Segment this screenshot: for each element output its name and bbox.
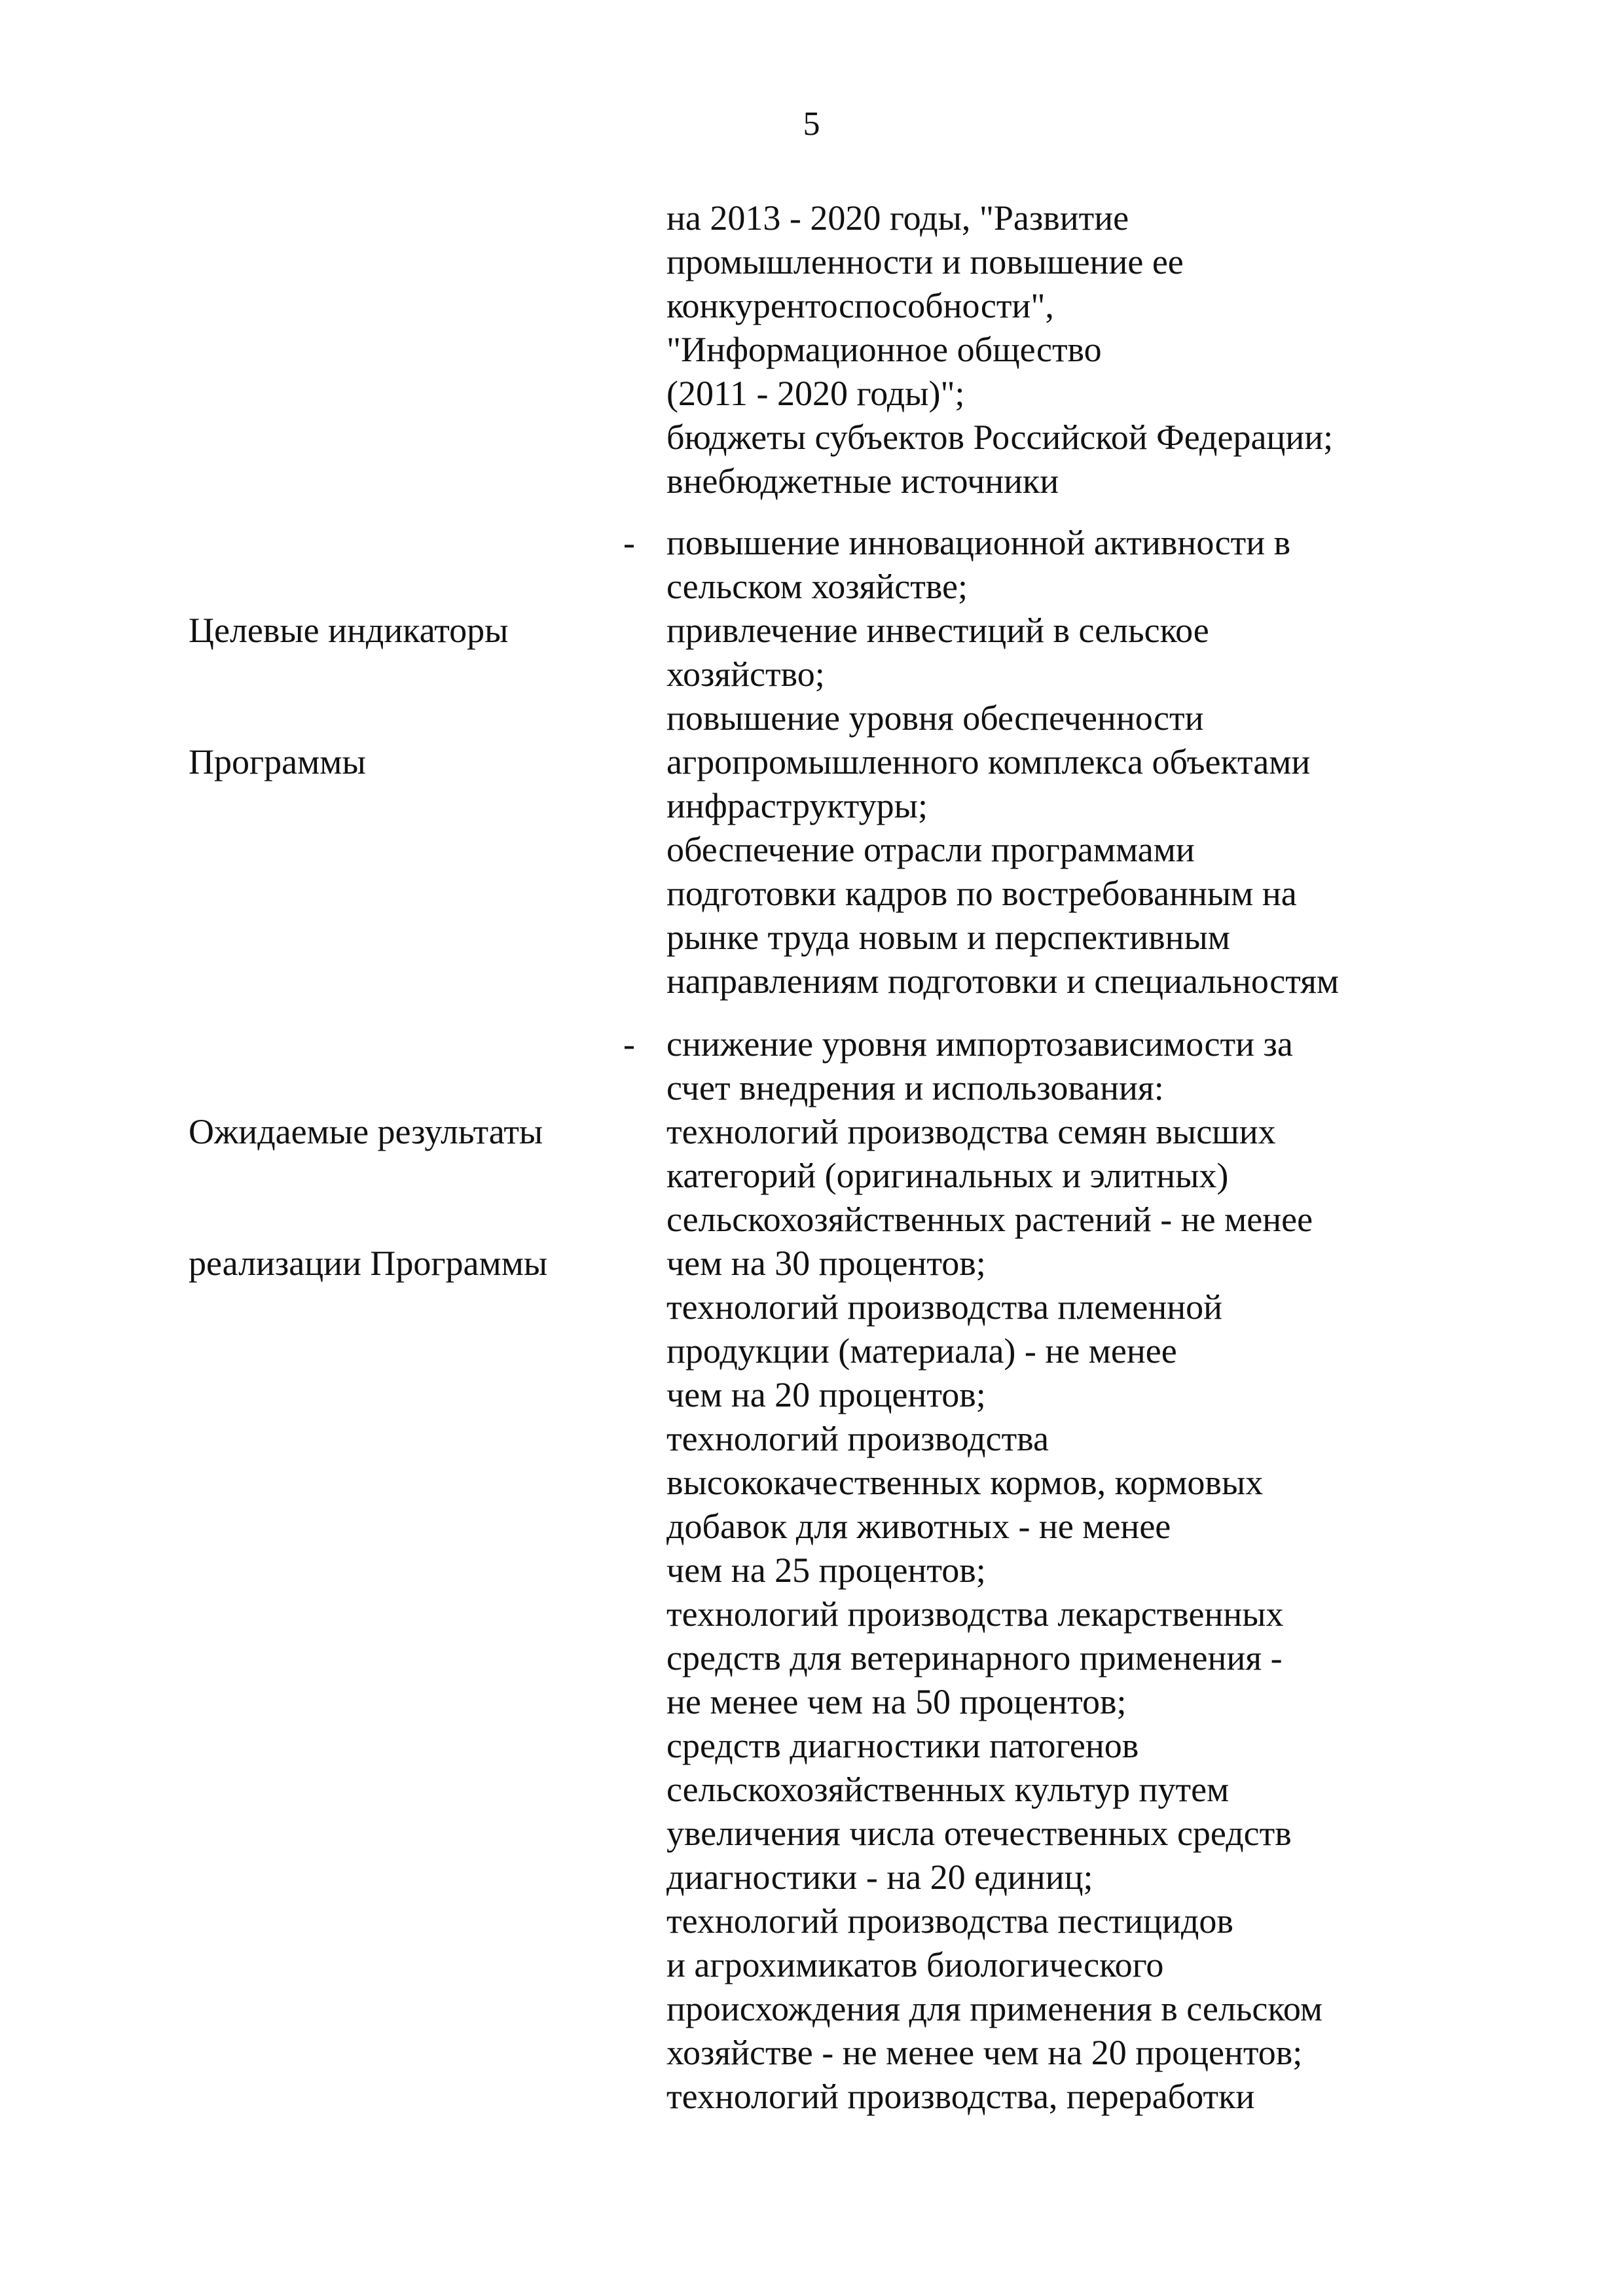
separator-dash: - xyxy=(623,523,635,562)
label-line: Целевые индикаторы xyxy=(189,611,509,650)
text-line: инфраструктуры; xyxy=(666,786,928,825)
section-text xyxy=(666,1022,1439,2119)
label-line: Программы xyxy=(189,742,366,781)
text-line: счет внедрения и использования: xyxy=(666,1068,1164,1107)
text-line: средств для ветеринарного применения - xyxy=(666,1638,1283,1677)
text-line: повышение инновационной активности в xyxy=(666,523,1291,562)
section-label xyxy=(189,521,608,872)
text-line: чем на 25 процентов; xyxy=(666,1551,986,1590)
text-line: хозяйстве - не менее чем на 20 процентов; xyxy=(666,2033,1303,2072)
text-line: привлечение инвестиций в сельское xyxy=(666,611,1209,650)
continuation-text xyxy=(666,196,1439,503)
section-label xyxy=(189,1022,608,1373)
text-line: конкурентоспособности", xyxy=(666,286,1054,325)
text-line: средств диагностики патогенов xyxy=(666,1726,1139,1765)
page-number: 5 xyxy=(803,105,820,143)
text-line: повышение уровня обеспеченности xyxy=(666,698,1204,738)
text-line: сельском хозяйстве; xyxy=(666,567,968,606)
text-line: подготовки кадров по востребованным на xyxy=(666,874,1297,913)
text-line: бюджеты субъектов Российской Федерации; xyxy=(666,418,1334,457)
text-line: обеспечение отрасли программами xyxy=(666,830,1195,869)
text-line: сельскохозяйственных культур путем xyxy=(666,1770,1230,1809)
text-line: и агрохимикатов биологического xyxy=(666,1945,1164,1984)
text-line: промышленности и повышение ее xyxy=(666,242,1184,281)
text-line: технологий производства лекарственных xyxy=(666,1594,1284,1634)
text-line: технологий производства, переработки xyxy=(666,2077,1255,2116)
text-line: сельскохозяйственных растений - не менее xyxy=(666,1200,1313,1239)
text-line: (2011 - 2020 годы)"; xyxy=(666,374,965,413)
text-line: технологий производства пестицидов xyxy=(666,1901,1233,1941)
text-line: происхождения для применения в сельском xyxy=(666,1989,1323,2028)
text-line: чем на 20 процентов; xyxy=(666,1375,986,1414)
text-line: технологий производства xyxy=(666,1419,1049,1458)
text-line: увеличения числа отечественных средств xyxy=(666,1814,1292,1853)
text-line: технологий производства племенной xyxy=(666,1287,1223,1327)
text-line: хозяйство; xyxy=(666,655,825,694)
text-line: агропромышленного комплекса объектами xyxy=(666,742,1311,781)
label-line: Ожидаемые результаты xyxy=(189,1112,543,1151)
text-line: технологий производства семян высших xyxy=(666,1112,1276,1151)
text-line: не менее чем на 50 процентов; xyxy=(666,1682,1127,1721)
text-line: добавок для животных - не менее xyxy=(666,1507,1171,1546)
text-line: рынке труда новым и перспективным xyxy=(666,918,1230,957)
text-line: продукции (материала) - не менее xyxy=(666,1331,1177,1371)
text-line: на 2013 - 2020 годы, "Развитие xyxy=(666,198,1129,238)
text-line: снижение уровня импортозависимости за xyxy=(666,1024,1293,1064)
label-line: реализации Программы xyxy=(189,1244,548,1283)
text-line: высококачественных кормов, кормовых xyxy=(666,1463,1264,1502)
text-line: внебюджетные источники xyxy=(666,461,1059,501)
text-line: диагностики - на 20 единиц; xyxy=(666,1857,1093,1897)
text-line: "Информационное общество xyxy=(666,330,1102,369)
separator-dash: - xyxy=(623,1024,635,1064)
section-text xyxy=(666,521,1439,1003)
text-line: чем на 30 процентов; xyxy=(666,1244,986,1283)
text-line: категорий (оригинальных и элитных) xyxy=(666,1156,1229,1195)
text-line: направлениям подготовки и специальностям xyxy=(666,961,1340,1001)
